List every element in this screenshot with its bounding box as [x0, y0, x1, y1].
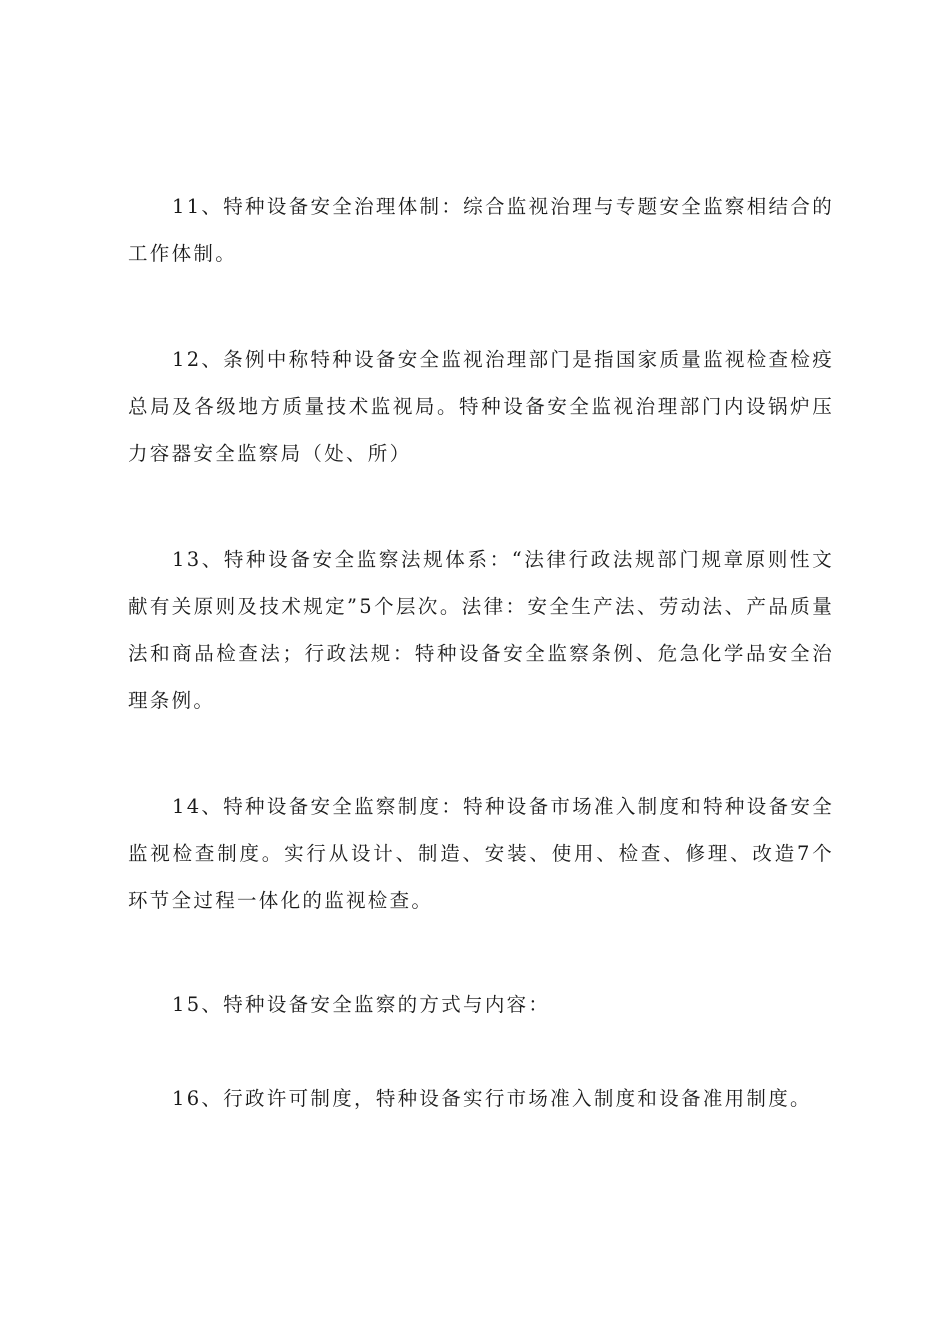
paragraph-11: 11、特种设备安全治理体制：综合监视治理与专题安全监察相结合的工作体制。 — [128, 195, 834, 265]
paragraph-spacer — [128, 924, 834, 981]
paragraph-13: 13、特种设备安全监察法规体系：“法律行政法规部门规章原则性文献有关原则及技术规定”5个层次。法律：安全生产法、劳动法、产品质量法和商品检查法；行政法规：特种设备安全监察条例、危急化学品安全治理条例。 — [128, 548, 834, 712]
paragraph-12: 12、条例中称特种设备安全监视治理部门是指国家质量监视检查检疫总局及各级地方质量技术监视局。特种设备安全监视治理部门内设锅炉压力容器安全监察局（处、所） — [128, 348, 834, 465]
paragraph-15: 15、特种设备安全监察的方式与内容： — [172, 993, 551, 1016]
paragraph-14: 14、特种设备安全监察制度：特种设备市场准入制度和特种设备安全监视检查制度。实行从设计、制造、安装、使用、检查、修理、改造7个环节全过程一体化的监视检查。 — [128, 795, 834, 912]
paragraph-spacer — [128, 1028, 834, 1075]
paragraph-16: 16、行政许可制度，特种设备实行市场准入制度和设备准用制度。 — [172, 1087, 812, 1110]
document-page — [128, 183, 834, 1122]
paragraph-spacer — [128, 477, 834, 536]
paragraph-spacer — [128, 277, 834, 336]
paragraph-spacer — [128, 724, 834, 783]
